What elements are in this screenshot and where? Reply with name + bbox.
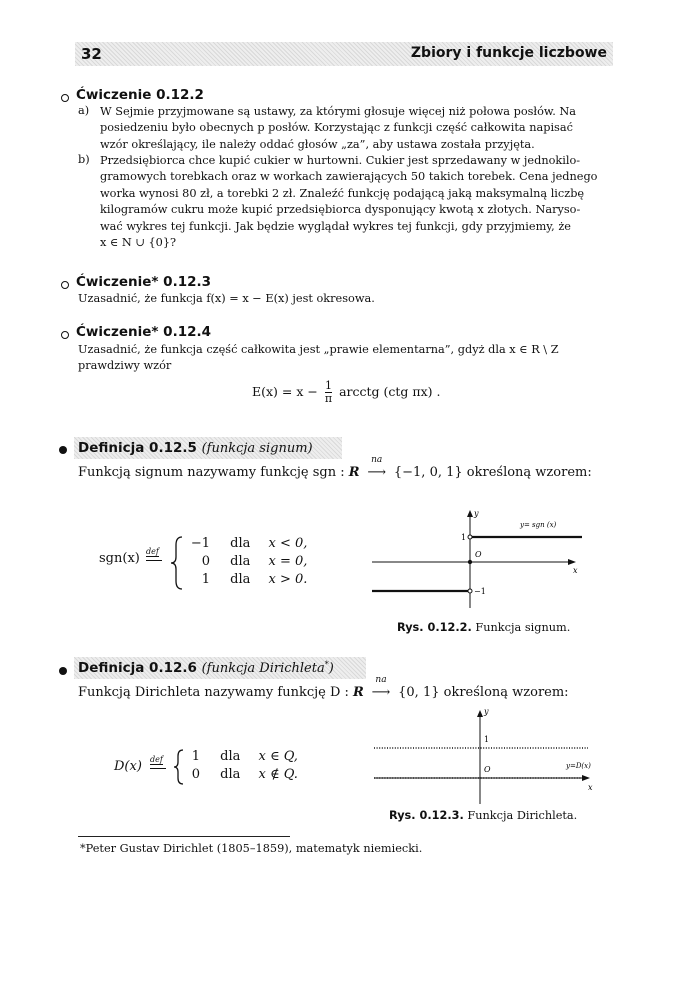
tick-label-1: 1 bbox=[461, 533, 467, 542]
case-word: dla bbox=[220, 767, 241, 782]
exercise-bullet-icon bbox=[61, 94, 69, 102]
fraction-numerator: 1 bbox=[324, 379, 332, 392]
def-eq-line bbox=[150, 768, 166, 769]
text-line: Uzasadnić, że funkcja część całkowita jest „prawie elementarna”, gdyż dla x ∈ R \ Z bbox=[78, 343, 559, 356]
exercise-text bbox=[78, 342, 618, 375]
fraction-denominator: π bbox=[324, 392, 333, 405]
footnote-rule bbox=[78, 836, 290, 837]
exercise-part-b bbox=[100, 153, 615, 251]
onto-arrow: na ⟶ bbox=[364, 465, 390, 480]
x-arrow-icon bbox=[582, 775, 590, 781]
case-value: −1 bbox=[190, 536, 210, 551]
text-line: Przedsiębiorca chce kupić cukier w hurtowni. Cukier jest sprzedawany w jednokilo- bbox=[100, 154, 581, 167]
exercise-title: Ćwiczenie* 0.12.3 bbox=[76, 274, 212, 290]
caption-text: Funkcja signum. bbox=[475, 621, 571, 634]
item-marker-b: b) bbox=[78, 153, 90, 166]
figure-caption bbox=[389, 809, 577, 822]
x-axis-label: x bbox=[588, 783, 593, 792]
text-line: x ∈ N ∪ {0}? bbox=[100, 236, 177, 250]
case-word: dla bbox=[230, 554, 251, 569]
case-condition: x ∈ Q, bbox=[258, 749, 298, 764]
definition-bullet-icon bbox=[59, 446, 67, 454]
brace-icon bbox=[170, 535, 184, 591]
figure-caption bbox=[397, 621, 570, 634]
y-axis-label: y bbox=[474, 509, 479, 518]
chapter-title: Zbiory i funkcje liczbowe bbox=[410, 45, 607, 61]
caption-text: Funkcja Dirichleta. bbox=[467, 809, 578, 822]
definition-title bbox=[78, 440, 313, 456]
footnote: *Peter Gustav Dirichlet (1805–1859), matematyk niemiecki. bbox=[80, 842, 423, 855]
case-row bbox=[188, 536, 307, 551]
exercise-text: Uzasadnić, że funkcja f(x) = x − E(x) jest okresowa. bbox=[78, 292, 375, 305]
case-row bbox=[188, 554, 307, 569]
definition-number: Definicja 0.12.6 bbox=[78, 660, 197, 676]
tick-label-1: 1 bbox=[484, 735, 490, 744]
case-value: 1 bbox=[201, 572, 210, 587]
page-number: 32 bbox=[81, 45, 102, 63]
case-word: dla bbox=[230, 572, 251, 587]
definition-subtitle-end: ) bbox=[328, 661, 334, 676]
text-line: posiedzeniu było obecnych p posłów. Korzystając z funkcji część całkowita napisać bbox=[100, 121, 573, 135]
page-header bbox=[75, 42, 613, 66]
formula-lhs: sgn(x) bbox=[99, 551, 140, 566]
set-symbol: R bbox=[348, 465, 360, 480]
curve-label: y= sgn (x) bbox=[520, 521, 557, 529]
case-condition: x ∉ Q. bbox=[258, 767, 298, 782]
definition-subtitle: (funkcja signum) bbox=[201, 441, 313, 456]
case-row bbox=[188, 749, 298, 764]
dirichlet-graph bbox=[370, 708, 600, 806]
text-line: W Sejmie przyjmowane są ustawy, za którymi głosuje więcej niż połowa posłów. Na bbox=[100, 105, 577, 118]
def-eq-line bbox=[146, 560, 162, 561]
exercise-bullet-icon bbox=[61, 281, 69, 289]
signum-graph bbox=[370, 508, 600, 610]
caption-number: Rys. 0.12.3. bbox=[389, 809, 464, 822]
arrow-label: na bbox=[375, 675, 387, 685]
formula-arcctg bbox=[252, 380, 440, 405]
definition-text bbox=[78, 675, 569, 700]
origin-label: O bbox=[484, 765, 491, 774]
text-start: Funkcją signum nazywamy funkcję sgn : bbox=[78, 465, 345, 480]
y-arrow-icon bbox=[467, 510, 473, 517]
def-label: def bbox=[146, 547, 159, 556]
x-axis-label: x bbox=[573, 566, 578, 575]
item-marker-a: a) bbox=[78, 104, 90, 117]
y-axis-label: y bbox=[484, 708, 489, 716]
definition-number: Definicja 0.12.5 bbox=[78, 440, 197, 456]
text-line: gramowych torebkach oraz w workach zawierających 50 takich torebek. Cena jednego bbox=[100, 170, 598, 184]
codomain-text: {−1, 0, 1} określoną wzorem: bbox=[393, 465, 592, 480]
definition-title: Definicja 0.12.6 (funkcja Dirichleta*) bbox=[78, 660, 334, 676]
fraction bbox=[325, 380, 332, 405]
text-line: prawdziwy wzór bbox=[78, 359, 172, 373]
case-word: dla bbox=[220, 749, 241, 764]
exercise-part-a bbox=[100, 104, 615, 153]
onto-arrow: na ⟶ bbox=[368, 685, 394, 700]
text-line: kilogramów cukru może kupić przedsiębiorca dysponujący kwotą x złotych. Naryso- bbox=[100, 203, 581, 217]
case-condition: x = 0, bbox=[268, 554, 308, 569]
formula-lhs: D(x) bbox=[114, 759, 142, 774]
text-line: wać wykres tej funkcji. Jak będzie wyglądał wykres tej funkcji, gdy przyjmiemy, że bbox=[100, 219, 571, 233]
set-symbol: R bbox=[353, 685, 364, 700]
exercise-title: Ćwiczenie* 0.12.4 bbox=[76, 324, 212, 340]
text-line: worka wynosi 80 zł, a torebki 2 zł. Znaleźć funkcję podającą jaką maksymalną liczbę bbox=[100, 186, 585, 200]
definition-text bbox=[78, 455, 592, 480]
case-row bbox=[188, 767, 298, 782]
case-condition: x > 0. bbox=[268, 572, 308, 587]
curve-label: y=D(x) bbox=[566, 762, 591, 770]
x-arrow-icon bbox=[568, 559, 576, 565]
case-condition: x < 0, bbox=[268, 536, 308, 551]
codomain-text: {0, 1} określoną wzorem: bbox=[398, 685, 569, 700]
text-start: Funkcją Dirichleta nazywamy funkcję D : bbox=[78, 685, 349, 700]
exercise-bullet-icon bbox=[61, 331, 69, 339]
y-arrow-icon bbox=[477, 710, 483, 717]
case-row bbox=[188, 572, 307, 587]
formula-left: E(x) = x − bbox=[252, 384, 318, 399]
case-word: dla bbox=[230, 536, 251, 551]
case-value: 0 bbox=[201, 554, 210, 569]
case-value: 1 bbox=[191, 749, 200, 764]
brace-icon bbox=[173, 748, 185, 786]
origin-point bbox=[468, 560, 472, 564]
exercise-title: Ćwiczenie 0.12.2 bbox=[76, 87, 204, 103]
arrow-label: na bbox=[371, 455, 383, 465]
case-value: 0 bbox=[191, 767, 200, 782]
def-label: def bbox=[150, 755, 163, 764]
caption-number: Rys. 0.12.2. bbox=[397, 621, 472, 634]
definition-subtitle: (funkcja Dirichleta bbox=[201, 661, 325, 676]
tick-label-minus-1: −1 bbox=[474, 587, 486, 596]
origin-label: O bbox=[475, 550, 482, 559]
definition-bullet-icon bbox=[59, 667, 67, 675]
open-point bbox=[468, 535, 472, 539]
formula-right: arcctg (ctg πx) . bbox=[339, 384, 441, 399]
open-point bbox=[468, 589, 472, 593]
text-line: wzór określający, ile należy oddać głosów „za”, aby ustawa została przyjęta. bbox=[100, 137, 535, 151]
